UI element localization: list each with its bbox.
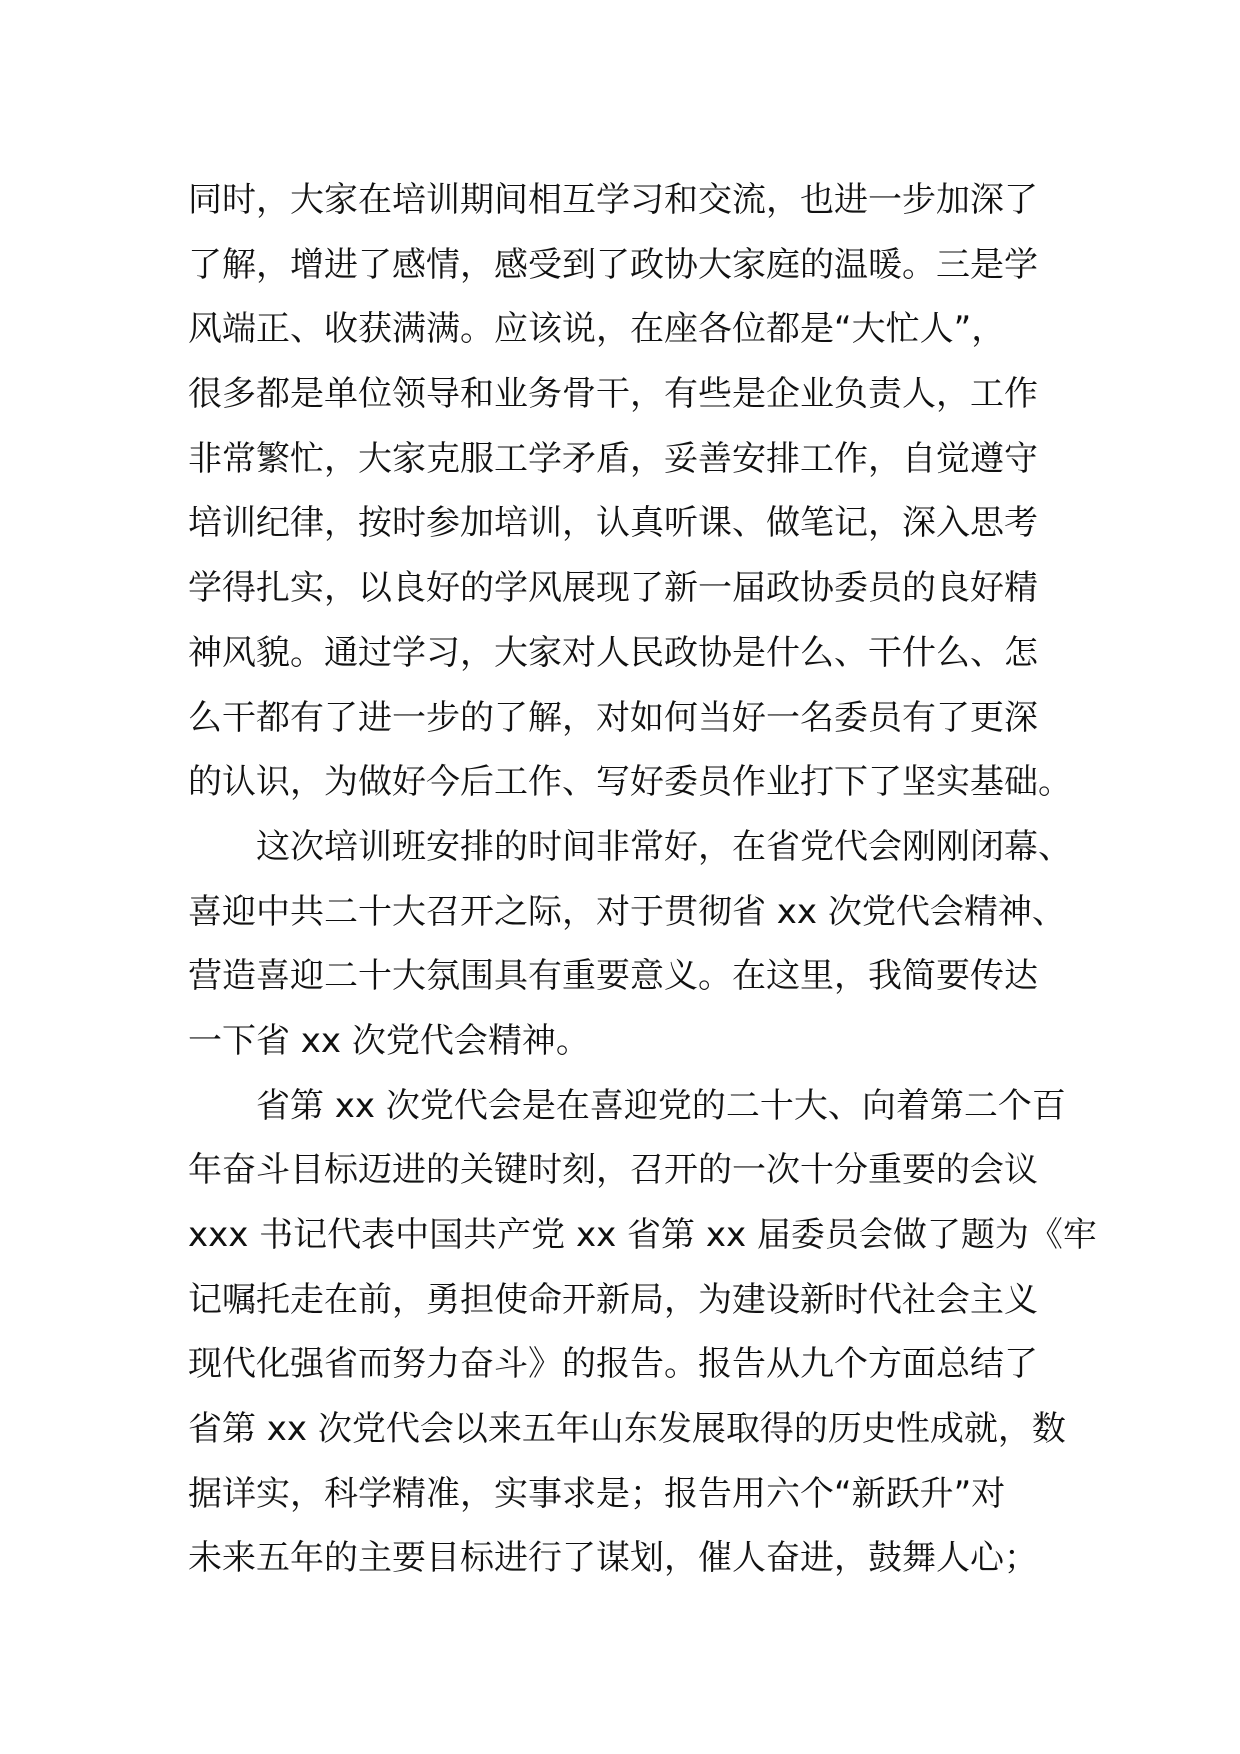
- text-line: 么干都有了进一步的了解，对如何当好一名委员有了更深: [188, 697, 1038, 738]
- text-line: 据详实，科学精准，实事求是；报告用六个“新跃升”对: [188, 1473, 1006, 1514]
- text-line: 培训纪律，按时参加培训，认真听课、做笔记，深入思考: [188, 503, 1038, 544]
- text-line: 喜迎中共二十大召开之际，对于贯彻省 xx 次党代会精神、: [188, 891, 1066, 932]
- text-line: 的认识，为做好今后工作、写好委员作业打下了坚实基础。: [188, 762, 1072, 803]
- body-text: [188, 168, 1097, 1591]
- text-line: 省第 xx 次党代会以来五年山东发展取得的历史性成就，数: [188, 1409, 1066, 1450]
- text-line: 一下省 xx 次党代会精神。: [188, 1020, 590, 1061]
- text-line: 省第 xx 次党代会是在喜迎党的二十大、向着第二个百: [256, 1085, 1066, 1126]
- text-line: 这次培训班安排的时间非常好，在省党代会刚刚闭幕、: [256, 826, 1072, 867]
- text-line: 神风貌。通过学习，大家对人民政协是什么、干什么、怎: [188, 632, 1038, 673]
- text-line: xxx 书记代表中国共产党 xx 省第 xx 届委员会做了题为《牢: [188, 1215, 1097, 1255]
- text-line: 学得扎实，以良好的学风展现了新一届政协委员的良好精: [188, 568, 1038, 609]
- text-line: 营造喜迎二十大氛围具有重要意义。在这里，我简要传达: [188, 956, 1038, 997]
- text-line: 未来五年的主要目标进行了谋划，催人奋进，鼓舞人心；: [188, 1538, 1038, 1579]
- text-line: 风端正、收获满满。应该说，在座各位都是“大忙人”，: [188, 309, 1006, 350]
- text-line: 了解，增进了感情，感受到了政协大家庭的温暖。三是学: [188, 244, 1038, 285]
- text-line: 记嘱托走在前，勇担使命开新局，为建设新时代社会主义: [188, 1279, 1038, 1320]
- text-line: 很多都是单位领导和业务骨干，有些是企业负责人，工作: [188, 374, 1038, 415]
- text-line: 非常繁忙，大家克服工学矛盾，妥善安排工作，自觉遵守: [188, 438, 1038, 479]
- text-line: 年奋斗目标迈进的关键时刻，召开的一次十分重要的会议: [188, 1150, 1038, 1191]
- paragraph-3: [188, 1074, 1097, 1592]
- text-line: 现代化强省而努力奋斗》的报告。报告从九个方面总结了: [188, 1344, 1038, 1385]
- text-line: 同时，大家在培训期间相互学习和交流，也进一步加深了: [188, 180, 1038, 220]
- paragraph-2: [188, 815, 1072, 1074]
- paragraph-1: [188, 168, 1072, 815]
